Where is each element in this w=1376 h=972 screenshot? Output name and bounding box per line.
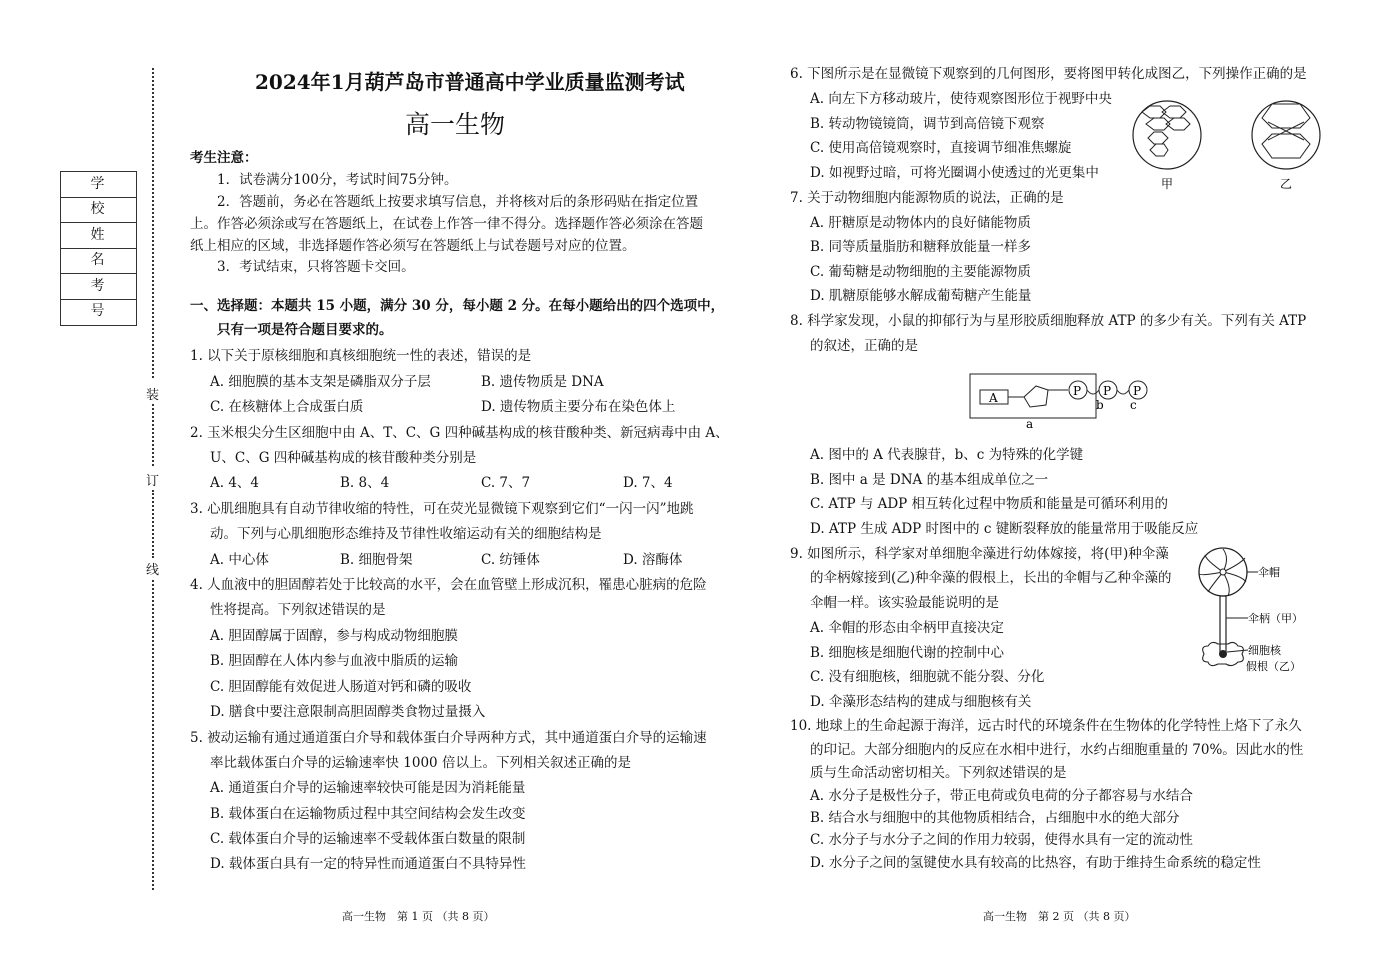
atp-structure-figure <box>968 372 1168 430</box>
yi-hexagons <box>1262 104 1310 158</box>
atp-label-c: c <box>1130 398 1137 412</box>
atp-label-b: b <box>1096 398 1104 412</box>
q2-option-d: D. 7、4 <box>623 475 673 491</box>
page-footer-right: 高一生物 第 2 页 （共 8 页） <box>983 910 1136 923</box>
q10-option-d: D. 水分子之间的氢键使水具有较高的比热容，有助于维持生命系统的稳定性 <box>810 855 1261 871</box>
school-label: 学 校 <box>61 172 136 198</box>
q3-option-a: A. 中心体 <box>210 552 269 568</box>
q3-stem-2: 动。下列与心肌细胞形态维持及节律性收缩运动有关的细胞结构是 <box>210 526 602 542</box>
q3-option-c: C. 纺锤体 <box>481 552 540 568</box>
q8-option-b: B. 图中 a 是 DNA 的基本组成单位之一 <box>810 472 1049 488</box>
atp-phosphate-3-label: P <box>1133 384 1142 398</box>
label-jia: 甲 <box>1161 177 1174 191</box>
q9-stem-2: 的伞柄嫁接到(乙)种伞藻的假根上，长出的伞帽与乙种伞藻的 <box>810 570 1172 586</box>
atp-phosphate-1-label: P <box>1073 384 1082 398</box>
q2-stem-1: 2. 玉米根尖分生区细胞中由 A、T、C、G 四种碱基构成的核苷酸种类、新冠病毒中由 A、 <box>190 425 729 441</box>
notice-line-5: 3．考试结束，只将答题卡交回。 <box>217 259 415 275</box>
q3-option-d: D. 溶酶体 <box>623 552 683 568</box>
q4-stem-1: 4. 人血液中的胆固醇若处于比较高的水平，会在血管壁上形成沉积，罹患心脏病的危险 <box>190 577 707 593</box>
q8-option-c: C. ATP 与 ADP 相互转化过程中物质和能量是可循环利用的 <box>810 496 1169 512</box>
q1-stem: 1. 以下关于原核细胞和真核细胞统一性的表述，错误的是 <box>190 348 532 364</box>
notice-line-2: 2．答题前，务必在答题纸上按要求填写信息，并将核对后的条形码贴在指定位置 <box>217 194 699 210</box>
q5-option-d: D. 载体蛋白具有一定的特异性而通道蛋白不具特异性 <box>210 856 526 872</box>
q7-option-d: D. 肌糖原能够水解成葡萄糖产生能量 <box>810 288 1032 304</box>
exam-number-label: 考 号 <box>61 274 136 300</box>
q4-option-b: B. 胆固醇在人体内参与血液中脂质的运输 <box>210 653 459 669</box>
exam-title: 2024年1月葫芦岛市普通高中学业质量监测考试 <box>255 70 685 94</box>
section-heading-line1: 一、选择题：本题共 15 小题，满分 30 分，每小题 2 分。在每小题给出的四个选项中， <box>190 298 725 314</box>
q10-stem-2: 的印记。大部分细胞内的反应在水相中进行，水约占细胞重量的 70%。因此水的性 <box>810 742 1304 758</box>
q4-stem-2: 性将提高。下列叙述错误的是 <box>210 602 386 618</box>
q1-option-b: B. 遗传物质是 DNA <box>481 374 604 390</box>
q4-option-a: A. 胆固醇属于固醇，参与构成动物细胞膜 <box>210 628 458 644</box>
seal-char-xian: 线 <box>146 563 160 578</box>
q8-stem-2: 的叙述，正确的是 <box>810 338 918 354</box>
rhizoid-label: 假根（乙） <box>1246 660 1301 673</box>
atp-ribose <box>1024 386 1048 407</box>
q5-stem-1: 5. 被动运输有通过通道蛋白介导和载体蛋白介导两种方式，其中通道蛋白介导的运输速 <box>190 730 707 746</box>
name-label: 姓 名 <box>61 223 136 249</box>
q1-option-d: D. 遗传物质主要分布在染色体上 <box>481 399 676 415</box>
q7-option-c: C. 葡萄糖是动物细胞的主要能源物质 <box>810 264 1031 280</box>
q5-option-a: A. 通道蛋白介导的运输速率较快可能是因为消耗能量 <box>210 780 526 796</box>
nucleus <box>1219 650 1227 658</box>
binding-dotted-line-mid1 <box>152 404 154 466</box>
subject-title: 高一生物 <box>405 110 506 139</box>
binding-dotted-line-top <box>152 68 154 378</box>
q7-option-a: A. 肝糖原是动物体内的良好储能物质 <box>810 215 1031 231</box>
student-info-table <box>60 171 137 326</box>
q5-option-b: B. 载体蛋白在运输物质过程中其空间结构会发生改变 <box>210 806 526 822</box>
binding-dotted-line-bottom <box>152 580 154 890</box>
umbrella-stalk <box>1220 596 1226 654</box>
q2-option-b: B. 8、4 <box>340 475 390 491</box>
notice-line-4: 纸上相应的区域，非选择题作答必须写在答题纸上与试卷题号对应的位置。 <box>190 238 636 254</box>
q9-stem-1: 9. 如图所示，科学家对单细胞伞藻进行幼体嫁接，将(甲)种伞藻 <box>790 546 1169 562</box>
q6-option-c: C. 使用高倍镜观察时，直接调节细准焦螺旋 <box>810 140 1072 156</box>
q8-stem-1: 8. 科学家发现，小鼠的抑郁行为与星形胶质细胞释放 ATP 的多少有关。下列有关 ATP <box>790 313 1307 329</box>
q9-option-a: A. 伞帽的形态由伞柄甲直接决定 <box>810 620 1004 636</box>
q10-stem-3: 质与生命活动密切相关。下列叙述错误的是 <box>810 765 1067 781</box>
section-heading-line2: 只有一项是符合题目要求的。 <box>217 322 393 338</box>
q2-stem-2: U、C、G 四种碱基构成的核苷酸种类分别是 <box>210 450 477 466</box>
q5-stem-2: 率比载体蛋白介导的运输速率快 1000 倍以上。下列相关叙述正确的是 <box>210 755 631 771</box>
acetabularia-figure <box>1190 546 1310 678</box>
q10-option-c: C. 水分子与水分子之间的作用力较弱，使得水具有一定的流动性 <box>810 832 1193 848</box>
q4-option-c: C. 胆固醇能有效促进人肠道对钙和磷的吸收 <box>210 679 472 695</box>
q2-option-a: A. 4、4 <box>210 475 260 491</box>
page-footer-left: 高一生物 第 1 页 （共 8 页） <box>342 910 495 923</box>
seal-char-ding: 订 <box>146 474 160 489</box>
q3-option-b: B. 细胞骨架 <box>340 552 413 568</box>
jia-hexagons <box>1142 106 1190 156</box>
q8-option-a: A. 图中的 A 代表腺苷，b、c 为特殊的化学键 <box>810 447 1084 463</box>
atp-adenine-label: A <box>989 391 998 405</box>
atp-label-a: a <box>1026 417 1034 430</box>
notice-heading: 考生注意： <box>190 150 258 166</box>
nucleus-label: 细胞核 <box>1248 644 1281 657</box>
q10-option-a: A. 水分子是极性分子，带正电荷或负电荷的分子都容易与水结合 <box>810 788 1193 804</box>
q9-stem-3: 伞帽一样。该实验最能说明的是 <box>810 595 999 611</box>
q6-stem: 6. 下图所示是在显微镜下观察到的几何图形，要将图甲转化成图乙，下列操作正确的是 <box>790 66 1307 82</box>
binding-dotted-line-mid2 <box>152 490 154 558</box>
atp-phosphate-2-label: P <box>1103 384 1112 398</box>
q10-stem-1: 10. 地球上的生命起源于海洋，远古时代的环境条件在生物体的化学特性上烙下了永久 <box>790 718 1302 734</box>
microscope-view-yi <box>1252 101 1320 169</box>
q9-option-b: B. 细胞核是细胞代谢的控制中心 <box>810 645 1005 661</box>
q2-option-c: C. 7、7 <box>481 475 531 491</box>
microscope-figure <box>1128 92 1338 192</box>
q6-option-d: D. 如视野过暗，可将光圈调小使透过的光更集中 <box>810 165 1099 181</box>
q5-option-c: C. 载体蛋白介导的运输速率不受载体蛋白数量的限制 <box>210 831 526 847</box>
q1-option-c: C. 在核糖体上合成蛋白质 <box>210 399 364 415</box>
q6-option-a: A. 向左下方移动玻片，使待观察图形位于视野中央 <box>810 91 1112 107</box>
q10-option-b: B. 结合水与细胞中的其他物质相结合，占细胞中水的绝大部分 <box>810 810 1180 826</box>
notice-line-3: 上。作答必须涂或写在答题纸上，在试卷上作答一律不得分。选择题作答必须涂在答题 <box>190 216 703 232</box>
q6-option-b: B. 转动物镜镜筒，调节到高倍镜下观察 <box>810 116 1045 132</box>
label-yi: 乙 <box>1280 177 1293 191</box>
q7-stem: 7. 关于动物细胞内能源物质的说法，正确的是 <box>790 190 1064 206</box>
q9-option-c: C. 没有细胞核，细胞就不能分裂、分化 <box>810 669 1045 685</box>
stalk-label: 伞柄（甲） <box>1248 612 1303 625</box>
q3-stem-1: 3. 心肌细胞具有自动节律收缩的特性，可在荧光显微镜下观察到它们“一闪一闪”地跳 <box>190 501 694 517</box>
q8-option-d: D. ATP 生成 ADP 时图中的 c 键断裂释放的能量常用于吸能反应 <box>810 521 1199 537</box>
q4-option-d: D. 膳食中要注意限制高胆固醇类食物过量摄入 <box>210 704 486 720</box>
q7-option-b: B. 同等质量脂肪和糖释放能量一样多 <box>810 239 1032 255</box>
cap-label: 伞帽 <box>1258 566 1280 579</box>
q1-option-a: A. 细胞膜的基本支架是磷脂双分子层 <box>210 374 431 390</box>
notice-line-1: 1．试卷满分100分，考试时间75分钟。 <box>217 172 458 188</box>
q9-option-d: D. 伞藻形态结构的建成与细胞核有关 <box>810 694 1032 710</box>
seal-char-zhuang: 装 <box>146 388 160 403</box>
